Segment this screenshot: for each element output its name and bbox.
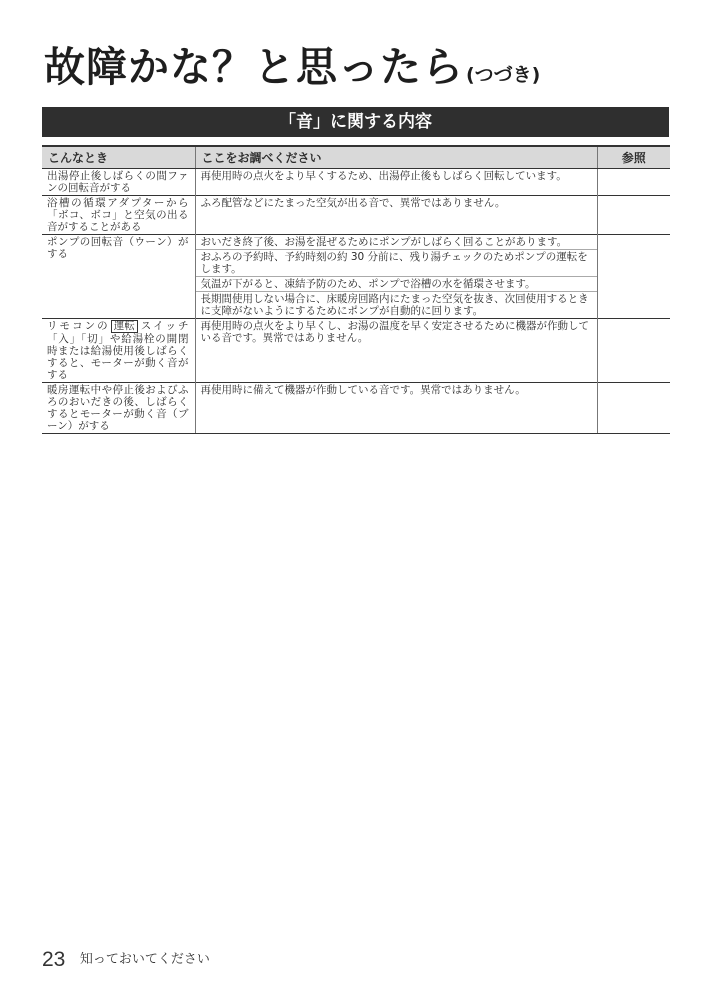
header-reference: 参照 bbox=[597, 146, 670, 169]
footer-section-label: 知っておいてください bbox=[79, 951, 210, 966]
header-symptom: こんなとき bbox=[42, 146, 195, 169]
page-title-sub: (つづき) bbox=[466, 64, 541, 86]
symptom-cell bbox=[42, 319, 195, 383]
symptom-cell: 浴槽の循環アダプターから「ボコ、ボコ」と空気の出る音がすることがある bbox=[42, 196, 195, 235]
reference-cell bbox=[597, 169, 670, 196]
reference-cell bbox=[597, 250, 670, 277]
cause-cell: 長期間使用しない場合に、床暖房回路内にたまった空気を抜き、次回使用するときに支障がないようにするためにポンプが自動的に回ります。 bbox=[195, 292, 597, 319]
table-row bbox=[42, 319, 670, 383]
reference-cell bbox=[597, 383, 670, 434]
cause-cell: おふろの予約時、予約時刻の約 30 分前に、残り湯チェックのためポンプの運転をします。 bbox=[195, 250, 597, 277]
reference-cell bbox=[597, 292, 670, 319]
reference-cell bbox=[597, 319, 670, 383]
cause-cell: 再使用時に備えて機器が作動している音です。異常ではありません。 bbox=[195, 383, 597, 434]
cause-cell: 再使用時の点火をより早くし、お湯の温度を早く安定させるために機器が作動している音です。異常ではありません。 bbox=[195, 319, 597, 383]
page-title bbox=[44, 34, 540, 93]
cause-cell: 気温が下がると、凍結予防のため、ポンプで浴槽の水を循環させます。 bbox=[195, 277, 597, 292]
remote-run-key-label: 運転 bbox=[111, 320, 138, 333]
page-footer bbox=[42, 948, 210, 972]
reference-cell bbox=[597, 196, 670, 235]
table-header-row bbox=[42, 146, 670, 169]
symptom-text-before: リモコンの bbox=[47, 320, 110, 332]
reference-cell bbox=[597, 235, 670, 250]
troubleshooting-table bbox=[42, 145, 670, 434]
symptom-cell: ポンプの回転音（ウーン）がする bbox=[42, 235, 195, 319]
cause-cell: 再使用時の点火をより早くするため、出湯停止後もしばらく回転しています。 bbox=[195, 169, 597, 196]
symptom-cell: 暖房運転中や停止後およびふろのおいだきの後、しばらくするとモーターが動く音（ブーン）がする bbox=[42, 383, 195, 434]
table-row bbox=[42, 169, 670, 196]
table-row bbox=[42, 383, 670, 434]
symptom-cell: 出湯停止後しばらくの間ファンの回転音がする bbox=[42, 169, 195, 196]
symptom-text-after: スイッチ「入」「切」や給湯栓の開閉時または給湯使用後しばらくすると、モーターが動く音がする bbox=[47, 320, 189, 381]
table-row bbox=[42, 235, 670, 250]
page-number: 23 bbox=[42, 948, 66, 971]
header-cause: ここをお調べください bbox=[195, 146, 597, 169]
cause-cell: おいだき終了後、お湯を混ぜるためにポンプがしばらく回ることがあります。 bbox=[195, 235, 597, 250]
reference-cell bbox=[597, 277, 670, 292]
table-row bbox=[42, 196, 670, 235]
page-title-main: 故障かな？と思ったら bbox=[44, 43, 464, 91]
section-header: 「音」に関する内容 bbox=[42, 107, 669, 137]
cause-cell: ふろ配管などにたまった空気が出る音で、異常ではありません。 bbox=[195, 196, 597, 235]
